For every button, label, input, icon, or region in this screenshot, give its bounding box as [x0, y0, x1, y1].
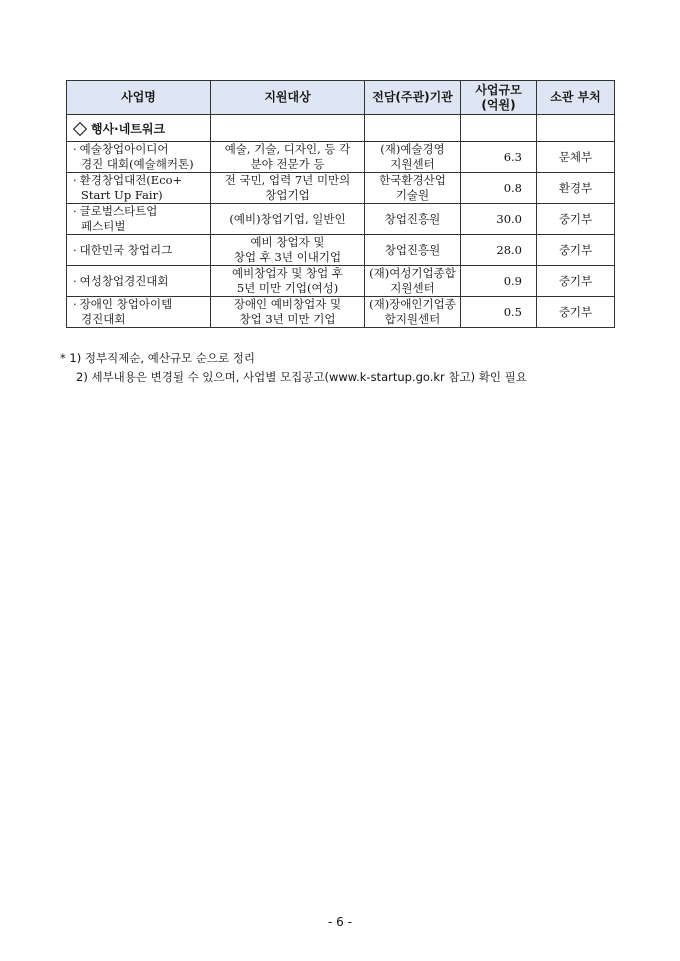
dept-cell — [537, 142, 615, 173]
budget-cell — [461, 297, 537, 328]
header-agency: 전담(주관)기관 — [365, 81, 461, 115]
dept-cell — [537, 235, 615, 266]
program-name-cell — [67, 173, 211, 204]
dept-cell — [537, 297, 615, 328]
program-name-cell-text: 환경창업대전(Eco+ — [79, 173, 183, 187]
table-row — [67, 142, 615, 173]
target-cell — [211, 142, 365, 173]
agency-cell-line: 합지원센터 — [384, 312, 441, 326]
target-cell-line: 예비창업자 및 창업 후 — [232, 266, 343, 280]
dept-cell-line: 문체부 — [558, 149, 593, 164]
budget-cell — [461, 235, 537, 266]
dept-cell-line: 환경부 — [558, 180, 593, 195]
budget-cell-line: 0.8 — [503, 180, 522, 195]
target-cell-line: 창업 3년 미만 기업 — [239, 312, 336, 326]
target-cell — [211, 235, 365, 266]
section-row — [67, 115, 615, 142]
target-cell-line: 장애인 예비창업자 및 — [233, 297, 342, 311]
program-name-cell-line — [73, 243, 210, 258]
agency-cell — [365, 173, 461, 204]
program-name-cell — [67, 297, 211, 328]
target-cell — [211, 173, 365, 204]
table-row — [67, 173, 615, 204]
table-row — [67, 235, 615, 266]
program-name-cell-line — [73, 142, 210, 157]
table-row — [67, 266, 615, 297]
target-cell-line: 예비 창업자 및 — [250, 235, 325, 249]
agency-cell — [365, 297, 461, 328]
bullet-mark: · — [73, 273, 77, 288]
section-title: 행사·네트워크 — [91, 121, 166, 136]
agency-cell-line: 창업진흥원 — [384, 242, 441, 257]
dept-cell — [537, 173, 615, 204]
table-header-row — [67, 81, 615, 115]
target-cell-line: 창업기업 — [265, 188, 310, 202]
section-empty-cell — [211, 115, 365, 142]
header-target: 지원대상 — [211, 81, 365, 115]
budget-cell-line: 30.0 — [496, 211, 522, 226]
bullet-mark: · — [73, 204, 77, 218]
footnote-2: 2) 세부내용은 변경될 수 있으며, 사업별 모집공고(www.k-startup.go.kr 참고) 확인 필요 — [76, 370, 527, 384]
header-budget-line1: 사업규모 — [475, 82, 522, 97]
budget-cell — [461, 266, 537, 297]
agency-cell-line: (재)예술경영 — [380, 142, 445, 156]
table-row — [67, 204, 615, 235]
bullet-mark: · — [73, 297, 77, 311]
program-name-cell-line: 경진대회 — [81, 312, 126, 326]
diamond-icon — [73, 121, 87, 135]
target-cell — [211, 204, 365, 235]
program-name-cell — [67, 266, 211, 297]
agency-cell-line: 기술원 — [395, 188, 430, 202]
target-cell — [211, 266, 365, 297]
dept-cell-line: 중기부 — [558, 304, 593, 319]
bullet-mark: · — [73, 173, 77, 187]
dept-cell-line: 중기부 — [558, 273, 593, 288]
program-name-cell-text: 장애인 창업아이템 — [79, 297, 173, 311]
budget-cell — [461, 173, 537, 204]
budget-cell — [461, 142, 537, 173]
target-cell-line: 예술, 기술, 디자인, 등 각 — [224, 142, 351, 156]
dept-cell — [537, 204, 615, 235]
agency-cell-line: 지원센터 — [390, 157, 435, 171]
target-cell-line: 창업 후 3년 이내기업 — [233, 250, 342, 264]
target-cell-line: (예비)창업기업, 일반인 — [229, 211, 346, 226]
section-empty-cell — [537, 115, 615, 142]
budget-cell — [461, 204, 537, 235]
program-name-cell-line — [73, 297, 210, 312]
page-number: - 6 - — [328, 915, 352, 929]
budget-cell-line: 0.5 — [503, 304, 522, 319]
budget-cell-line: 6.3 — [503, 149, 522, 164]
header-dept: 소관 부처 — [537, 81, 615, 115]
program-table — [66, 80, 615, 328]
dept-cell — [537, 266, 615, 297]
program-name-cell-line — [73, 274, 210, 289]
footnotes — [60, 349, 527, 387]
program-name-cell-text: 예술창업아이디어 — [79, 142, 169, 156]
program-name-cell — [67, 204, 211, 235]
program-name-cell-line: Start Up Fair) — [81, 188, 163, 202]
bullet-mark: · — [73, 242, 77, 257]
agency-cell-line: 창업진흥원 — [384, 211, 441, 226]
header-budget — [461, 81, 537, 115]
agency-cell-line: 지원센터 — [390, 281, 435, 295]
agency-cell — [365, 142, 461, 173]
program-name-cell — [67, 235, 211, 266]
dept-cell-line: 중기부 — [558, 242, 593, 257]
budget-cell-line: 0.9 — [503, 273, 522, 288]
agency-cell-line: 한국환경산업 — [379, 173, 446, 187]
agency-cell-line: (재)여성기업종합 — [369, 266, 456, 280]
header-name: 사업명 — [67, 81, 211, 115]
program-name-cell-line — [73, 204, 210, 219]
program-name-cell-text: 대한민국 창업리그 — [79, 242, 173, 257]
agency-cell — [365, 266, 461, 297]
program-name-cell — [67, 142, 211, 173]
section-cell — [67, 115, 211, 142]
agency-cell — [365, 235, 461, 266]
bullet-mark: · — [73, 142, 77, 156]
section-empty-cell — [365, 115, 461, 142]
dept-cell-line: 중기부 — [558, 211, 593, 226]
budget-cell-line: 28.0 — [496, 242, 522, 257]
section-empty-cell — [461, 115, 537, 142]
program-name-cell-line — [73, 173, 210, 188]
program-name-cell-text: 여성창업경진대회 — [79, 273, 169, 288]
table-row — [67, 297, 615, 328]
program-name-cell-line: 경진 대회(예술해커톤) — [81, 157, 194, 171]
program-name-cell-line: 페스티벌 — [81, 219, 126, 233]
target-cell-line: 5년 미만 기업(여성) — [236, 281, 339, 295]
target-cell — [211, 297, 365, 328]
target-cell-line: 전 국민, 업력 7년 미만의 — [224, 173, 351, 187]
header-budget-line2: (억원) — [481, 97, 516, 112]
target-cell-line: 분야 전문가 등 — [250, 157, 325, 171]
footnote-1: * 1) 정부직제순, 예산규모 순으로 정리 — [60, 351, 256, 365]
agency-cell — [365, 204, 461, 235]
agency-cell-line: (재)장애인기업종 — [369, 297, 456, 311]
program-name-cell-text: 글로벌스타트업 — [79, 204, 158, 218]
